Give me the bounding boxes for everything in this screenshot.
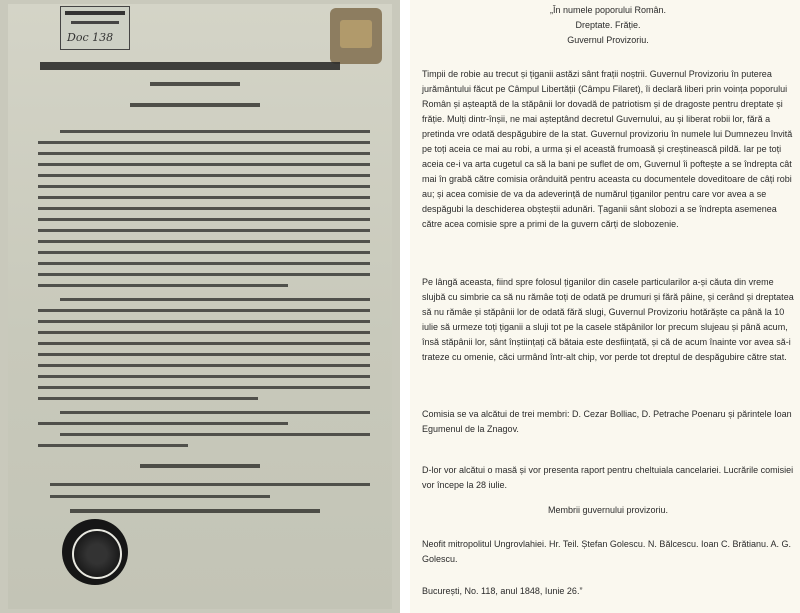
scan-subtitle-line (150, 82, 240, 86)
scan-members-line (50, 495, 270, 498)
heading-line-2: Dreptate. Frăție. (575, 20, 641, 30)
paper-sheet (8, 4, 392, 609)
scan-members-heading (140, 464, 260, 468)
heading-line-3: Guvernul Provizoriu. (567, 35, 649, 45)
members-list: Neofit mitropolitul Ungrovlahiei. Hr. Teil. Ștefan Golescu. N. Bălcescu. Ioan C. Brătianu. A. G. Golescu. (422, 539, 792, 564)
scan-members-line (50, 483, 370, 486)
archive-stamp: Doc 138 (60, 6, 130, 50)
date-footer: București, No. 118, anul 1848, Iunie 26.” (422, 586, 583, 596)
paragraph-4: D-lor vor alcătui o masă și vor presenta raport pentru cheltuiala cancelariei. Lucrările comisiei vor începe la 28 iulie. (422, 465, 794, 490)
paragraph-1: Timpii de robie au trecut și țiganii astăzi sânt frații noștrii. Guvernul Provizoriu în puterea jurământului făcut pe Câmpul Libertății (Câmpu Filaret), îi declară liberi prin voința poporului Român și așteaptă de la stăpânii lor dovadă de patriotism și de dragoste pentru dreptate și frăție. Mulți dintr-înșii, ne mai așteptând decretul Guvernului, au și liberat robii lor, fără a pretinda vre odată despăgubire de la stat. Guvernul provizoriu în numele lui Dumnezeu învită pe toți aceia ce mai au robi, a urma și el această frumoasă și creștinească pildă. Iar pe toți aceia ce-i va arta cugetul ca să la bani pe suflet de om, Guvernul îi poftește a se îndrepta cât mai în grabă către comisia orânduită pentru aceasta cu documentele doveditoare de câți robi au; și acea comisie de va da adeverință de numărul țiganilor pentru care vor avea a se despăgubi la deschiderea obșteștii adunări. Țaganii sânt slobozi a se îndrepta asemenea către acea comisie spre a primi de la guvern cărți de slobozenie. (422, 69, 793, 229)
members-heading: Membrii guvernului provizoriu. (547, 505, 669, 515)
scan-date-line (70, 509, 320, 513)
scan-title-line (40, 62, 340, 70)
paragraph-2: Pe lângă aceasta, fiind spre folosul țiganilor din casele particularilor a-și căuta din vreme slujbă cu simbrie ca să nu rămâe toți de odată pe drumuri și fără pâine, și cerând și dreptatea să nu rămâe și stăpânii lor de odată fără slugi, Guvernul Provizoriu hotărăște ca până la 10 iulie să urmeze toți țiganii a sluji tot pe la casele stăpânilor lor precum slujeau și până acum, însă stăpânii lor, sânt înștiințați că bătaia este desființată, și că de acum înainte vor avea să-i trateze cu omenie, căci urmând într-alt chip, vor perde tot dreptul de despăgubire către stat. (422, 277, 794, 362)
government-seal (62, 519, 128, 585)
transcription-panel (410, 0, 800, 613)
scan-subtitle-line (130, 103, 260, 107)
paragraph-3: Comisia se va alcătui de trei membri: D. Cezar Bolliac, D. Petrache Poenaru și părintele Ioan Egumenul de la Znagov. (422, 409, 792, 434)
top-right-seal (330, 8, 382, 64)
heading-line-1: „În numele poporului Român. (549, 5, 667, 15)
